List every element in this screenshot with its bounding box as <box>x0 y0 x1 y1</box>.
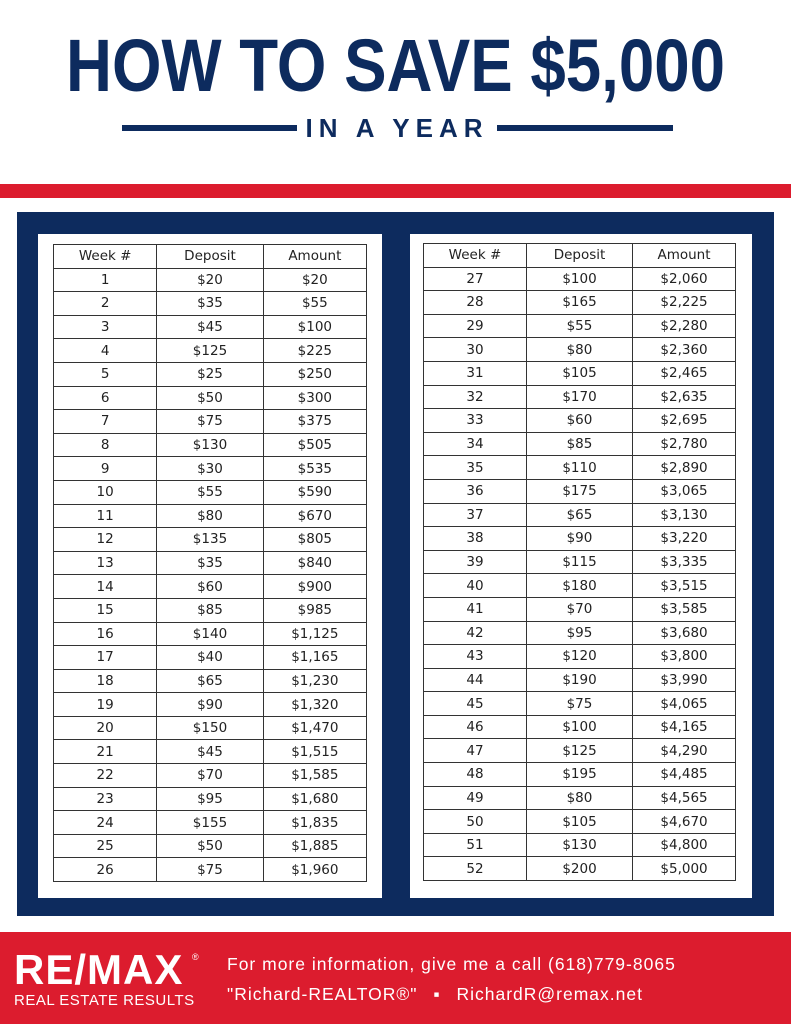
cell-amount: $375 <box>263 410 366 434</box>
right-table-card <box>410 234 752 898</box>
cell-amount: $3,130 <box>633 503 736 527</box>
cell-deposit: $200 <box>526 857 632 881</box>
cell-deposit: $130 <box>526 833 632 857</box>
cell-week: 48 <box>424 763 527 787</box>
cell-amount: $2,695 <box>633 409 736 433</box>
cell-week: 13 <box>54 551 157 575</box>
table-row <box>54 598 367 622</box>
cell-deposit: $90 <box>526 527 632 551</box>
cell-amount: $1,680 <box>263 787 366 811</box>
cell-deposit: $120 <box>526 645 632 669</box>
cell-week: 44 <box>424 668 527 692</box>
remax-logo <box>14 946 204 1010</box>
cell-week: 50 <box>424 810 527 834</box>
cell-week: 40 <box>424 574 527 598</box>
cell-deposit: $35 <box>157 292 263 316</box>
cell-deposit: $70 <box>526 597 632 621</box>
cell-amount: $4,065 <box>633 692 736 716</box>
cell-deposit: $45 <box>157 315 263 339</box>
cell-deposit: $115 <box>526 550 632 574</box>
separator-bullet: ▪ <box>433 984 441 1004</box>
cell-week: 8 <box>54 433 157 457</box>
cell-week: 3 <box>54 315 157 339</box>
cell-week: 12 <box>54 528 157 552</box>
subtitle-row <box>0 110 791 146</box>
cell-amount: $20 <box>263 268 366 292</box>
cell-deposit: $65 <box>526 503 632 527</box>
cell-week: 29 <box>424 314 527 338</box>
cell-deposit: $105 <box>526 810 632 834</box>
cell-amount: $670 <box>263 504 366 528</box>
table-row <box>424 597 736 621</box>
red-divider-band <box>0 184 791 198</box>
table-row <box>54 740 367 764</box>
table-row <box>54 457 367 481</box>
cell-week: 36 <box>424 479 527 503</box>
table-row <box>54 268 367 292</box>
cell-amount: $4,290 <box>633 739 736 763</box>
cell-amount: $1,885 <box>263 834 366 858</box>
cell-deposit: $50 <box>157 386 263 410</box>
cell-week: 24 <box>54 811 157 835</box>
cell-amount: $590 <box>263 480 366 504</box>
cell-week: 23 <box>54 787 157 811</box>
cell-deposit: $110 <box>526 456 632 480</box>
table-row <box>54 410 367 434</box>
column-header-week: Week # <box>54 245 157 269</box>
cell-week: 49 <box>424 786 527 810</box>
cell-week: 6 <box>54 386 157 410</box>
cell-week: 52 <box>424 857 527 881</box>
cell-week: 47 <box>424 739 527 763</box>
cell-deposit: $130 <box>157 433 263 457</box>
cell-amount: $1,230 <box>263 669 366 693</box>
cell-deposit: $105 <box>526 361 632 385</box>
table-row <box>54 386 367 410</box>
subtitle: IN A YEAR <box>305 113 489 143</box>
cell-deposit: $95 <box>157 787 263 811</box>
cell-amount: $1,960 <box>263 858 366 882</box>
table-row <box>424 786 736 810</box>
cell-amount: $1,835 <box>263 811 366 835</box>
table-row <box>424 456 736 480</box>
table-row <box>424 503 736 527</box>
cell-deposit: $80 <box>157 504 263 528</box>
cell-amount: $2,465 <box>633 361 736 385</box>
cell-deposit: $125 <box>526 739 632 763</box>
cell-deposit: $45 <box>157 740 263 764</box>
cell-week: 20 <box>54 716 157 740</box>
cell-deposit: $135 <box>157 528 263 552</box>
cell-amount: $900 <box>263 575 366 599</box>
table-row <box>54 315 367 339</box>
cell-amount: $1,165 <box>263 646 366 670</box>
savings-table-weeks-1-26 <box>53 244 367 882</box>
cell-amount: $2,890 <box>633 456 736 480</box>
cell-week: 9 <box>54 457 157 481</box>
table-row <box>424 550 736 574</box>
table-row <box>424 574 736 598</box>
cell-deposit: $155 <box>157 811 263 835</box>
cell-amount: $3,585 <box>633 597 736 621</box>
cell-week: 15 <box>54 598 157 622</box>
table-row <box>424 692 736 716</box>
table-row <box>54 716 367 740</box>
cell-amount: $3,515 <box>633 574 736 598</box>
table-row <box>424 810 736 834</box>
cell-week: 38 <box>424 527 527 551</box>
logo-registered-mark: ® <box>192 952 199 962</box>
cell-amount: $3,990 <box>633 668 736 692</box>
table-row <box>54 669 367 693</box>
cell-week: 42 <box>424 621 527 645</box>
cell-amount: $3,800 <box>633 645 736 669</box>
cell-deposit: $35 <box>157 551 263 575</box>
table-row <box>54 764 367 788</box>
logo-tagline: REAL ESTATE RESULTS <box>14 992 195 1009</box>
contact-name-email-line <box>227 982 676 1012</box>
agent-name: "Richard-REALTOR®" <box>227 984 418 1004</box>
cell-week: 4 <box>54 339 157 363</box>
left-table-card <box>38 234 382 898</box>
cell-deposit: $40 <box>157 646 263 670</box>
cell-week: 45 <box>424 692 527 716</box>
cell-amount: $985 <box>263 598 366 622</box>
cell-week: 5 <box>54 362 157 386</box>
cell-week: 16 <box>54 622 157 646</box>
cell-amount: $100 <box>263 315 366 339</box>
cell-deposit: $125 <box>157 339 263 363</box>
cell-deposit: $190 <box>526 668 632 692</box>
table-row <box>54 433 367 457</box>
column-header-amount: Amount <box>263 245 366 269</box>
table-row <box>424 715 736 739</box>
cell-deposit: $150 <box>157 716 263 740</box>
table-row <box>424 527 736 551</box>
cell-deposit: $80 <box>526 338 632 362</box>
cell-week: 25 <box>54 834 157 858</box>
table-row <box>54 339 367 363</box>
table-header-row <box>424 244 736 268</box>
cell-week: 1 <box>54 268 157 292</box>
cell-amount: $55 <box>263 292 366 316</box>
cell-deposit: $60 <box>157 575 263 599</box>
cell-deposit: $100 <box>526 715 632 739</box>
cell-amount: $805 <box>263 528 366 552</box>
table-header-row <box>54 245 367 269</box>
cell-amount: $1,125 <box>263 622 366 646</box>
cell-amount: $1,515 <box>263 740 366 764</box>
cell-deposit: $85 <box>526 432 632 456</box>
cell-week: 2 <box>54 292 157 316</box>
table-row <box>54 811 367 835</box>
table-row <box>424 432 736 456</box>
table-row <box>54 575 367 599</box>
table-row <box>54 646 367 670</box>
cell-amount: $2,360 <box>633 338 736 362</box>
cell-week: 39 <box>424 550 527 574</box>
table-row <box>424 645 736 669</box>
cell-amount: $225 <box>263 339 366 363</box>
table-row <box>424 479 736 503</box>
cell-week: 51 <box>424 833 527 857</box>
savings-table-weeks-27-52 <box>423 243 736 881</box>
cell-week: 37 <box>424 503 527 527</box>
table-row <box>424 385 736 409</box>
cell-deposit: $165 <box>526 291 632 315</box>
table-row <box>54 622 367 646</box>
column-header-amount: Amount <box>633 244 736 268</box>
table-row <box>424 739 736 763</box>
cell-week: 46 <box>424 715 527 739</box>
table-row <box>424 409 736 433</box>
cell-amount: $3,680 <box>633 621 736 645</box>
table-row <box>424 857 736 881</box>
agent-email: RichardR@remax.net <box>456 984 643 1004</box>
cell-week: 18 <box>54 669 157 693</box>
cell-deposit: $75 <box>157 858 263 882</box>
cell-deposit: $30 <box>157 457 263 481</box>
cell-deposit: $85 <box>157 598 263 622</box>
cell-deposit: $65 <box>157 669 263 693</box>
subtitle-divider-left <box>122 125 297 131</box>
table-row <box>54 292 367 316</box>
cell-amount: $300 <box>263 386 366 410</box>
cell-deposit: $70 <box>157 764 263 788</box>
cell-week: 26 <box>54 858 157 882</box>
table-row <box>424 621 736 645</box>
column-header-deposit: Deposit <box>157 245 263 269</box>
cell-deposit: $100 <box>526 267 632 291</box>
cell-week: 14 <box>54 575 157 599</box>
cell-deposit: $75 <box>157 410 263 434</box>
logo-wordmark: RE/MAX <box>14 946 184 993</box>
cell-week: 10 <box>54 480 157 504</box>
right-table-body <box>424 267 736 880</box>
cell-amount: $1,585 <box>263 764 366 788</box>
table-row <box>54 528 367 552</box>
cell-amount: $4,670 <box>633 810 736 834</box>
table-row <box>54 693 367 717</box>
cell-week: 21 <box>54 740 157 764</box>
contact-info <box>227 952 676 1012</box>
cell-week: 17 <box>54 646 157 670</box>
cell-amount: $2,780 <box>633 432 736 456</box>
cell-deposit: $75 <box>526 692 632 716</box>
cell-week: 31 <box>424 361 527 385</box>
table-row <box>54 834 367 858</box>
cell-amount: $505 <box>263 433 366 457</box>
cell-deposit: $50 <box>157 834 263 858</box>
cell-week: 34 <box>424 432 527 456</box>
cell-week: 32 <box>424 385 527 409</box>
cell-amount: $1,320 <box>263 693 366 717</box>
cell-amount: $4,165 <box>633 715 736 739</box>
cell-deposit: $140 <box>157 622 263 646</box>
cell-amount: $4,485 <box>633 763 736 787</box>
cell-amount: $840 <box>263 551 366 575</box>
table-row <box>54 858 367 882</box>
cell-deposit: $25 <box>157 362 263 386</box>
cell-deposit: $195 <box>526 763 632 787</box>
cell-deposit: $55 <box>526 314 632 338</box>
cell-amount: $2,635 <box>633 385 736 409</box>
cell-amount: $3,065 <box>633 479 736 503</box>
cell-deposit: $60 <box>526 409 632 433</box>
footer-banner <box>0 932 791 1024</box>
cell-week: 27 <box>424 267 527 291</box>
cell-amount: $5,000 <box>633 857 736 881</box>
column-header-deposit: Deposit <box>526 244 632 268</box>
cell-week: 28 <box>424 291 527 315</box>
cell-week: 11 <box>54 504 157 528</box>
cell-amount: $250 <box>263 362 366 386</box>
cell-amount: $2,225 <box>633 291 736 315</box>
contact-phone-line: For more information, give me a call (618)779-8065 <box>227 954 676 974</box>
table-row <box>54 362 367 386</box>
table-row <box>424 291 736 315</box>
cell-deposit: $80 <box>526 786 632 810</box>
cell-deposit: $55 <box>157 480 263 504</box>
cell-deposit: $180 <box>526 574 632 598</box>
cell-amount: $535 <box>263 457 366 481</box>
table-row <box>424 668 736 692</box>
subtitle-divider-right <box>497 125 673 131</box>
cell-deposit: $95 <box>526 621 632 645</box>
cell-amount: $3,335 <box>633 550 736 574</box>
table-row <box>424 763 736 787</box>
cell-amount: $2,060 <box>633 267 736 291</box>
table-row <box>424 338 736 362</box>
cell-week: 22 <box>54 764 157 788</box>
left-table-body <box>54 268 367 881</box>
cell-week: 43 <box>424 645 527 669</box>
cell-deposit: $175 <box>526 479 632 503</box>
table-row <box>424 833 736 857</box>
page-title: HOW TO SAVE $5,000 <box>65 24 726 107</box>
table-row <box>424 361 736 385</box>
cell-amount: $4,800 <box>633 833 736 857</box>
cell-week: 41 <box>424 597 527 621</box>
cell-week: 30 <box>424 338 527 362</box>
table-row <box>424 314 736 338</box>
cell-week: 7 <box>54 410 157 434</box>
cell-week: 33 <box>424 409 527 433</box>
cell-deposit: $170 <box>526 385 632 409</box>
cell-week: 19 <box>54 693 157 717</box>
column-header-week: Week # <box>424 244 527 268</box>
table-row <box>424 267 736 291</box>
cell-amount: $2,280 <box>633 314 736 338</box>
cell-week: 35 <box>424 456 527 480</box>
table-row <box>54 787 367 811</box>
cell-amount: $1,470 <box>263 716 366 740</box>
table-row <box>54 504 367 528</box>
cell-amount: $3,220 <box>633 527 736 551</box>
cell-deposit: $90 <box>157 693 263 717</box>
table-row <box>54 551 367 575</box>
cell-deposit: $20 <box>157 268 263 292</box>
table-row <box>54 480 367 504</box>
cell-amount: $4,565 <box>633 786 736 810</box>
